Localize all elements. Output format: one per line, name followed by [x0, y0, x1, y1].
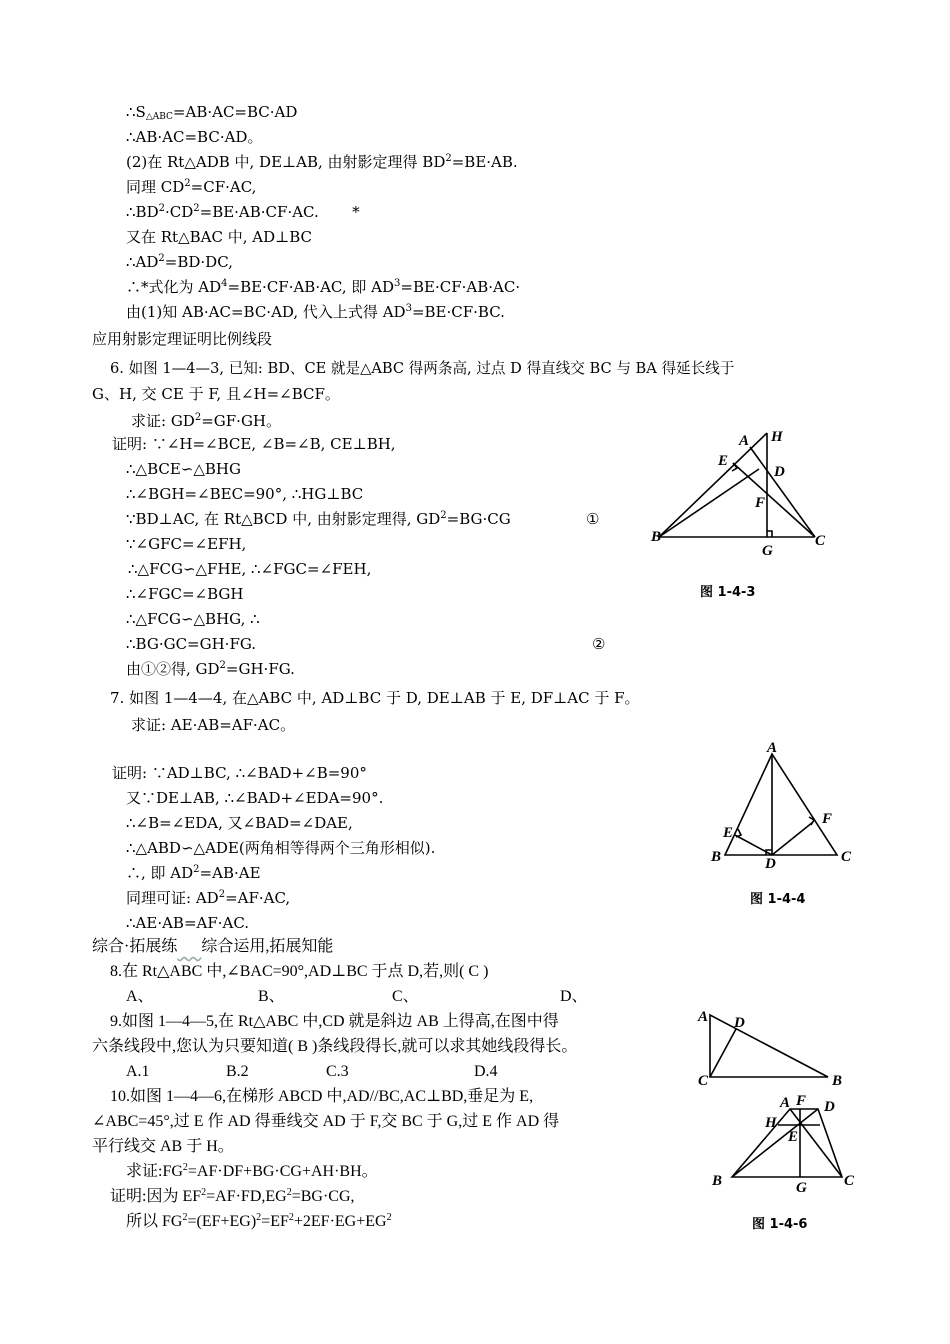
text-line: ∴∠B=∠EDA, 又∠BAD=∠DAE,	[126, 814, 353, 832]
text-line: 6. 如图 1—4—3, 已知: BD、CE 就是△ABC 得两条高, 过点 D 得直线交 BC 与 BA 得延长线于	[110, 360, 735, 377]
label-C: C	[698, 1073, 709, 1089]
figure-1-4-5	[694, 1005, 854, 1099]
label-D: D	[765, 856, 776, 870]
text-line: ∴AE·AB=AF·AC.	[126, 914, 250, 932]
choice-C: C、	[392, 988, 419, 1005]
text-line: 六条线段中,您认为只要知道( B )条线段得长,就可以求其她线段得长。	[92, 1038, 578, 1055]
text-line: ∵∠GFC=∠EFH,	[126, 535, 247, 553]
text-line: ∴AB·AC=BC·AD。	[126, 128, 263, 146]
text-line: $\therefore S_{\triangle ABC}=AB\cdot AC=BC\cdot AD$	[126, 103, 298, 122]
label-A: A	[780, 1095, 791, 1111]
text-line: 由①②得, $GD^2=GH\cdot FG$.	[126, 660, 295, 678]
text-line: 求证$:FG^2=AF\cdot DF+BG\cdot CG+AH\cdot BH$。	[126, 1162, 378, 1180]
text-line: ∴△BCE∽△BHG	[126, 460, 241, 478]
text-line: ∴*式化为 $AD^4=BE\cdot CF\cdot AB\cdot AC$, 即 $AD^3=BE\cdot CF\cdot AB\cdot AC\cdot$	[126, 278, 521, 296]
text-line: 9.如图 1—4—5,在 Rt△ABC 中,CD 就是斜边 AB 上得高,在图中得	[110, 1013, 559, 1030]
text-line: 平行线交 AB 于 H。	[92, 1138, 234, 1155]
text-line: 同理 $CD^2=CF\cdot AC$,	[126, 178, 257, 196]
choice-B: B、	[258, 988, 285, 1005]
label-B: B	[712, 1173, 723, 1189]
label-A: A	[739, 433, 750, 449]
label-C: C	[841, 849, 852, 865]
figure-1-4-6	[708, 1093, 858, 1202]
text-line: $\therefore AD^2=BD\cdot DC$,	[126, 253, 233, 271]
text-line: ∴∠BGH=∠BEC=90°, ∴HG⊥BC	[126, 485, 364, 503]
label-F: F	[796, 1093, 807, 1109]
text-line: ∴∠FGC=∠BGH	[126, 585, 244, 603]
label-B: B	[711, 849, 722, 865]
text-line: $\therefore BD^2\cdot CD^2=BE\cdot AB\cdot CF\cdot AC$. *	[126, 203, 360, 221]
text-line: ∴△FCG∽△FHE, ∴∠FGC=∠FEH,	[128, 560, 372, 578]
text-line: 所以 $FG^2=(EF+EG)^2=EF^2+2EF\cdot EG+EG^2$	[126, 1212, 392, 1230]
text-line: 证明: ∵∠H=∠BCE, ∠B=∠B, CE⊥BH,	[112, 435, 396, 453]
choice-D: D、	[560, 988, 588, 1005]
text-line: 求证: $GD^2=GF\cdot GH$。	[131, 412, 282, 430]
choice-A: A、	[126, 988, 154, 1005]
label-C: C	[815, 533, 826, 549]
text-line: 证明: ∵AD⊥BC, ∴∠BAD+∠B=90°	[112, 764, 367, 782]
circled-two: ②	[592, 635, 606, 653]
text-line: ∠ABC=45°,过 E 作 AD 得垂线交 AD 于 F,交 BC 于 G,过 E 作 AD 得	[92, 1113, 560, 1130]
label-G: G	[796, 1180, 807, 1196]
label-D: D	[774, 464, 785, 480]
choice-D: D.4	[474, 1063, 498, 1080]
figure-1-4-3	[645, 425, 835, 579]
section-heading: 应用射影定理证明比例线段	[92, 330, 273, 348]
label-B: B	[832, 1073, 843, 1089]
label-H: H	[771, 429, 783, 445]
label-F: F	[755, 495, 766, 511]
text-line: G、H, 交 CE 于 F, 且∠H=∠BCF。	[92, 385, 340, 403]
label-E: E	[788, 1129, 799, 1145]
label-A: A	[698, 1009, 709, 1025]
section-heading: 综合·拓展练 综合运用,拓展知能	[92, 938, 334, 955]
choice-C: C.3	[326, 1063, 349, 1080]
text-line: 10.如图 1—4—6,在梯形 ABCD 中,AD//BC,AC⊥BD,垂足为 E,	[110, 1088, 534, 1105]
label-B: B	[651, 529, 662, 545]
text-line: 7. 如图 1—4—4, 在△ABC 中, AD⊥BC 于 D, DE⊥AB 于 E, DF⊥AC 于 F。	[110, 689, 640, 707]
text-line: ∵BD⊥AC, 在 Rt△BCD 中, 由射影定理得, $GD^2=BG\cdot CG$	[126, 510, 511, 528]
circled-one: ①	[586, 510, 600, 528]
label-A: A	[767, 740, 778, 756]
figure-caption: 图 1-4-4	[750, 892, 806, 907]
choice-B: B.2	[226, 1063, 249, 1080]
text-line: 证明:因为 $EF^2=AF\cdot FD,EG^2=BG\cdot CG$,	[110, 1187, 355, 1205]
label-H: H	[765, 1115, 777, 1131]
text-line: 由(1)知 AB·AC=BC·AD, 代入上式得 $AD^3=BE\cdot CF\cdot BC$.	[126, 303, 505, 321]
figure-caption: 图 1-4-3	[700, 585, 756, 600]
figure-1-4-4	[705, 740, 855, 874]
text-line: 求证: AE·AB=AF·AC。	[131, 716, 296, 734]
text-line: ∴△ABD∽△ADE(两角相等得两个三角形相似).	[126, 839, 436, 857]
label-D: D	[734, 1015, 745, 1031]
text-line: ∴△FCG∽△BHG, ∴	[126, 610, 260, 628]
text-line: ∴BG·GC=GH·FG.	[126, 635, 257, 653]
choice-A: A.1	[126, 1063, 150, 1080]
label-F: F	[822, 811, 833, 827]
text-line: ∴, 即 $AD^2=AB\cdot AE$	[126, 864, 261, 882]
text-line: 又∵DE⊥AB, ∴∠BAD+∠EDA=90°.	[126, 789, 384, 807]
figure-caption: 图 1-4-6	[752, 1217, 808, 1232]
text-line: 8.在 Rt△ABC 中,∠BAC=90°,AD⊥BC 于点 D,若,则( C )	[110, 963, 489, 980]
text-line: (2)在 Rt△ADB 中, DE⊥AB, 由射影定理得 $BD^2=BE\cdot AB$.	[126, 153, 518, 171]
label-E: E	[718, 453, 729, 469]
label-G: G	[762, 543, 773, 559]
label-D: D	[824, 1099, 835, 1115]
label-E: E	[723, 825, 734, 841]
text-line: 同理可证: $AD^2=AF\cdot AC$,	[126, 889, 291, 907]
text-line: 又在 Rt△BAC 中, AD⊥BC	[126, 228, 313, 246]
label-C: C	[844, 1173, 855, 1189]
